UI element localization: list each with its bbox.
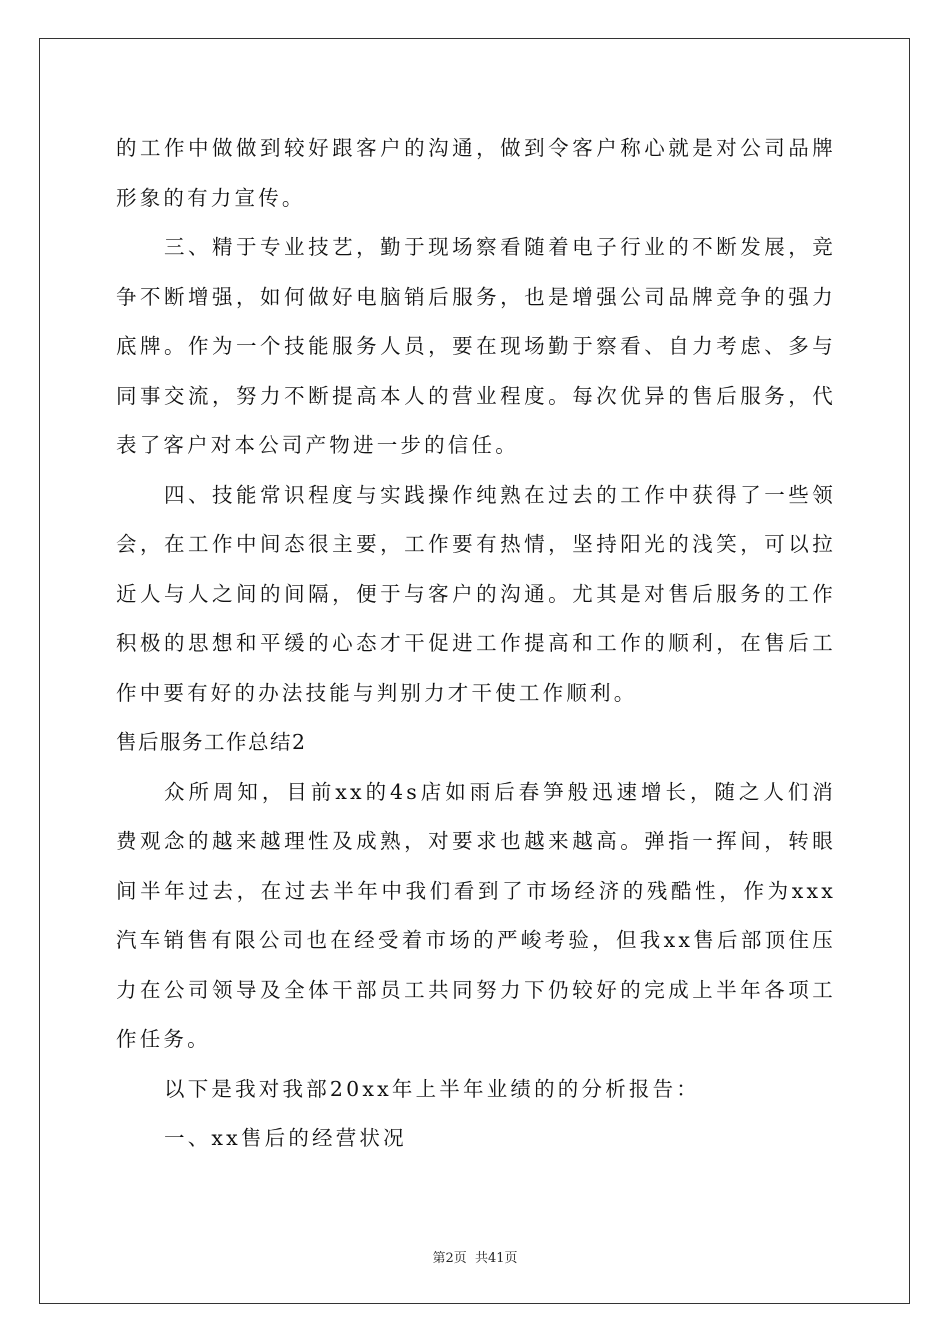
total-pages: 共41页 <box>474 1251 518 1266</box>
paragraph-3: 四、技能常识程度与实践操作纯熟在过去的工作中获得了一些领会，在工作中间态很主要，工作要有热情，坚持阳光的浅笑，可以拉近人与人之间的间隔，便于与客户的沟通。尤其是对售后服务的工作积极的思想和平缓的心态才干促进工作提高和工作的顺利，在售后工作中要有好的办法技能与判别力才干使工作顺利。 <box>116 482 836 705</box>
document-body <box>116 124 836 1164</box>
paragraph-4: 众所周知，目前xx的4s店如雨后春笋般迅速增长，随之人们消费观念的越来越理性及成熟，对要求也越来越高。弹指一挥间，转眼间半年过去，在过去半年中我们看到了市场经济的残酷性，作为xxx汽车销售有限公司也在经受着市场的严峻考验，但我xx售后部顶住压力在公司领导及全体干部员工共同努力下仍较好的完成上半年各项工作任务。 <box>116 779 836 1051</box>
paragraph-1: 的工作中做做到较好跟客户的沟通，做到令客户称心就是对公司品牌形象的有力宣传。 <box>116 136 836 210</box>
paragraph-2: 三、精于专业技艺，勤于现场察看随着电子行业的不断发展，竞争不断增强，如何做好电脑销后服务，也是增强公司品牌竞争的强力底牌。作为一个技能服务人员，要在现场勤于察看、自力考虑、多与同事交流，努力不断提高本人的营业程度。每次优异的售后服务，代表了客户对本公司产物进一步的信任。 <box>116 235 836 457</box>
paragraph-5: 以下是我对我部20xx年上半年业绩的的分析报告： <box>164 1076 701 1101</box>
paragraph-6: 一、xx售后的经营状况 <box>164 1126 407 1150</box>
page-footer <box>0 1247 950 1266</box>
page-number: 第2页 <box>432 1251 467 1266</box>
section-heading: 售后服务工作总结2 <box>116 730 307 754</box>
